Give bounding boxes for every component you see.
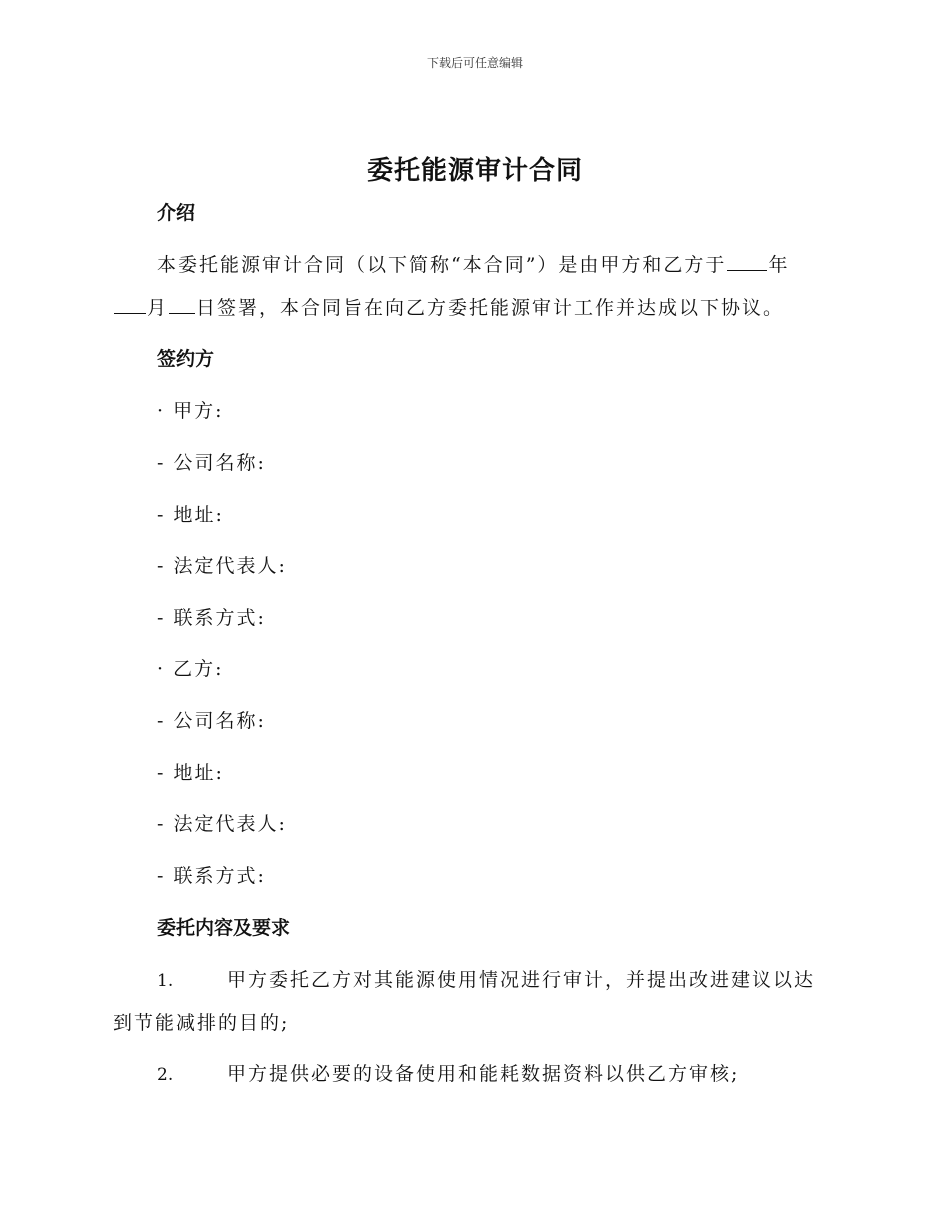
day-blank: [169, 294, 195, 314]
requirement-item-1-continued: 到节能减排的目的;: [113, 1012, 290, 1034]
document-title: 委托能源审计合同: [366, 156, 583, 186]
section-heading-intro: 介绍: [157, 202, 196, 224]
item-text: 甲方委托乙方对其能源使用情况进行审计，并提出改进建议以达: [227, 969, 816, 991]
item-number: 2.: [157, 1065, 174, 1085]
party-field: · 甲方:: [157, 400, 224, 422]
party-field: - 地址:: [157, 504, 224, 526]
month-blank: [114, 294, 146, 314]
intro-text: 本委托能源审计合同（以下简称“本合同”）是由甲方和乙方于: [157, 254, 727, 276]
party-field: - 联系方式:: [157, 607, 266, 629]
intro-text: 月: [147, 297, 169, 319]
party-field: - 联系方式:: [157, 865, 266, 887]
party-field: - 公司名称:: [157, 452, 266, 474]
item-text: 甲方提供必要的设备使用和能耗数据资料以供乙方审核;: [227, 1063, 740, 1085]
section-heading-parties: 签约方: [157, 348, 215, 370]
party-field: - 法定代表人:: [157, 555, 287, 577]
section-heading-requirements: 委托内容及要求: [157, 917, 291, 939]
intro-line-2: [113, 293, 784, 320]
year-blank: [727, 251, 767, 271]
party-field: - 地址:: [157, 762, 224, 784]
intro-text: 日签署，本合同旨在向乙方委托能源审计工作并达成以下协议。: [196, 297, 785, 319]
party-field: · 乙方:: [157, 658, 224, 680]
item-number: 1.: [157, 971, 174, 991]
intro-text: 年: [768, 254, 790, 276]
header-note: 下载后可任意编辑: [426, 56, 523, 70]
party-field: - 法定代表人:: [157, 813, 287, 835]
intro-line-1: [157, 250, 789, 277]
party-field: - 公司名称:: [157, 710, 266, 732]
requirement-item-2: [157, 1059, 739, 1086]
requirement-item-1: [157, 965, 815, 992]
